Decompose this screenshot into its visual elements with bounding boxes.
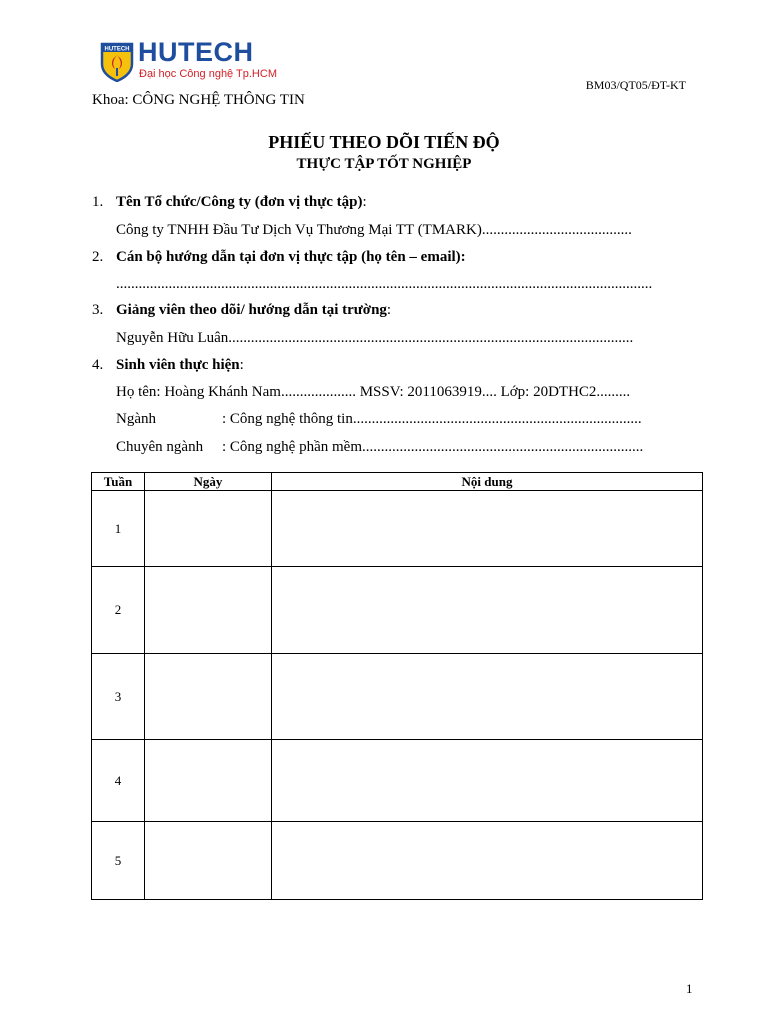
faculty-value: CÔNG NGHỆ THÔNG TIN [132, 92, 305, 108]
section-1-number: 1. [92, 194, 104, 210]
date-cell[interactable] [145, 567, 272, 654]
section-4-heading [92, 357, 244, 374]
header-content: Nội dung [272, 473, 703, 491]
section-1-suffix: : [362, 194, 367, 210]
section-3-number: 3. [92, 302, 104, 318]
logo-brand: HUTECH [138, 37, 254, 67]
hutech-logo [100, 37, 300, 82]
date-cell[interactable] [145, 822, 272, 900]
content-cell[interactable] [272, 567, 703, 654]
section-1-label: Tên Tổ chức/Công ty (đơn vị thực tập) [116, 194, 363, 210]
table-row [92, 491, 703, 567]
shield-logo-icon [100, 42, 134, 82]
table-row [92, 567, 703, 654]
logo-subtitle: Đại học Công nghệ Tp.HCM [139, 68, 277, 80]
specialization-label: Chuyên ngành [116, 439, 204, 455]
company-field: Công ty TNHH Đầu Tư Dịch Vụ Thương Mại TT (TMARK)........................................ [116, 222, 632, 238]
svg-text:HUTECH: HUTECH [104, 46, 130, 53]
section-2-number: 2. [92, 249, 104, 265]
table-row [92, 654, 703, 740]
date-cell[interactable] [145, 491, 272, 567]
header-date: Ngày [145, 473, 272, 491]
date-cell[interactable] [145, 654, 272, 740]
section-4-label: Sinh viên thực hiện [116, 357, 240, 373]
header-week: Tuần [92, 473, 145, 491]
form-title: PHIẾU THEO DÕI TIẾN ĐỘ [268, 132, 500, 152]
major-line [116, 411, 694, 428]
section-1-heading [92, 194, 367, 211]
section-4-suffix: : [239, 357, 244, 373]
week-cell: 1 [92, 491, 145, 567]
specialization-value: : Công nghệ phần mềm........................................................................... [222, 439, 644, 455]
specialization-line [116, 439, 694, 456]
content-cell[interactable] [272, 822, 703, 900]
form-subtitle: THỰC TẬP TỐT NGHIỆP [296, 156, 472, 172]
table-row [92, 822, 703, 900]
table-header-row [92, 473, 703, 491]
week-cell: 3 [92, 654, 145, 740]
week-cell: 2 [92, 567, 145, 654]
faculty-line [92, 92, 305, 109]
week-cell: 5 [92, 822, 145, 900]
section-3-label: Giảng viên theo dõi/ hướng dẫn tại trường [116, 302, 387, 318]
date-cell[interactable] [145, 740, 272, 822]
major-value: : Công nghệ thông tin............................................................................. [222, 411, 642, 427]
section-4-number: 4. [92, 357, 104, 373]
section-2-label: Cán bộ hướng dẫn tại đơn vị thực tập (họ tên – email): [116, 249, 466, 265]
faculty-label: Khoa: [92, 92, 129, 108]
section-3-heading [92, 302, 391, 319]
form-code: BM03/QT05/ĐT-KT [585, 78, 686, 92]
table-row [92, 740, 703, 822]
section-3-suffix: : [386, 302, 392, 318]
progress-table [91, 472, 703, 900]
week-cell: 4 [92, 740, 145, 822]
content-cell[interactable] [272, 654, 703, 740]
major-label: Ngành [116, 411, 156, 427]
lecturer-field: Nguyễn Hữu Luân............................................................................................................ [116, 330, 634, 346]
supervisor-field: ............................................................................................................................................... [116, 276, 653, 292]
page-number: 1 [686, 981, 693, 996]
content-cell[interactable] [272, 491, 703, 567]
section-2-heading [92, 249, 466, 266]
content-cell[interactable] [272, 740, 703, 822]
student-info-field: Họ tên: Hoàng Khánh Nam.................... MSSV: 2011063919.... Lớp: 20DTHC2......... [116, 384, 631, 400]
